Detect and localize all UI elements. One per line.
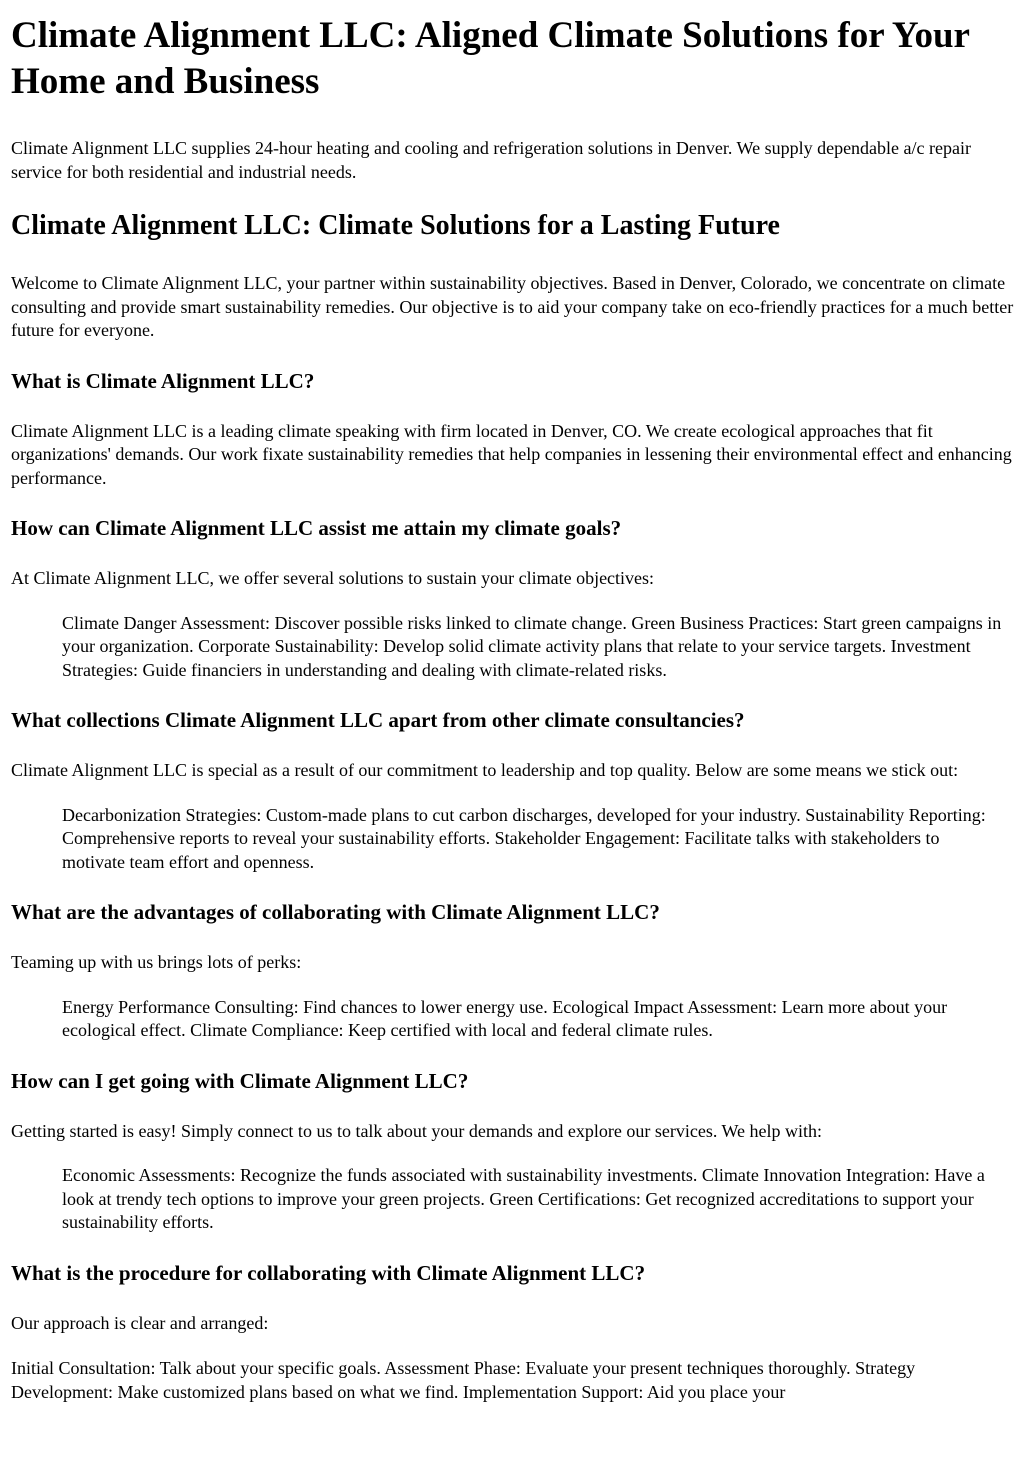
- section-paragraph-get-going: Getting started is easy! Simply connect to us to talk about your demands and explore our services. We help with:: [11, 1120, 823, 1141]
- procedure-steps-paragraph: Initial Consultation: Talk about your specific goals. Assessment Phase: Evaluate your present techniques thoroughly. Strategy Development: Make customized plans based on what we find. Implementation Support: Aid you place your: [11, 1358, 916, 1402]
- section-heading-advantages: What are the advantages of collaborating with Climate Alignment LLC?: [11, 900, 660, 924]
- article: [0, 13, 1024, 1404]
- section-heading-procedure: What is the procedure for collaborating with Climate Alignment LLC?: [11, 1260, 646, 1285]
- page-title: Climate Alignment LLC: Aligned Climate Solutions for Your Home and Business: [11, 15, 970, 102]
- section-heading-climate-goals: How can Climate Alignment LLC assist me attain my climate goals?: [11, 516, 622, 540]
- section-heading-what-is: What is Climate Alignment LLC?: [11, 368, 315, 393]
- differentiators-blockquote: Decarbonization Strategies: Custom-made plans to cut carbon discharges, developed for your industry. Sustainability Reporting: Comprehensive reports to reveal your sustainability efforts. Stakeholder Engagement: Facilitate talks with stakeholders to motivate team effort and openness.: [62, 804, 986, 872]
- section-paragraph-advantages: Teaming up with us brings lots of perks:: [11, 952, 302, 972]
- section-paragraph-apart: Climate Alignment LLC is special as a result of our commitment to leadership and top quality. Below are some means we stick out:: [11, 760, 959, 780]
- section-paragraph-what-is: Climate Alignment LLC is a leading climate speaking with firm located in Denver, CO. We create ecological approaches that fit organizations' demands. Our work fixate sustainability remedies that help companies in lessening their environmental effect and enhancing performance.: [11, 420, 1012, 488]
- section-heading-get-going: How can I get going with Climate Alignment LLC?: [11, 1068, 469, 1093]
- getting-started-blockquote: Economic Assessments: Recognize the funds associated with sustainability investments. Climate Innovation Integration: Have a look at trendy tech options to improve your green projects. Green Certifications: Get recognized accreditations to support your sustainability efforts.: [62, 1165, 985, 1232]
- services-blockquote: Climate Danger Assessment: Discover possible risks linked to climate change. Green Business Practices: Start green campaigns in your organization. Corporate Sustainability: Develop solid climate activity plans that relate to your service targets. Investment Strategies: Guide financiers in understanding and dealing with climate-related risks.: [62, 612, 1002, 680]
- section-paragraph-procedure: Our approach is clear and arranged:: [11, 1312, 269, 1333]
- section-heading-apart: What collections Climate Alignment LLC apart from other climate consultancies?: [11, 708, 745, 732]
- welcome-paragraph: Welcome to Climate Alignment LLC, your partner within sustainability objectives. Based in Denver, Colorado, we concentrate on climate consulting and provide smart sustainability remedies. Our objective is to aid your company take on eco-friendly practices for a much better future for everyone.: [11, 273, 1014, 340]
- section-title: Climate Alignment LLC: Climate Solutions for a Lasting Future: [11, 210, 780, 241]
- section-paragraph-climate-goals: At Climate Alignment LLC, we offer several solutions to sustain your climate objectives:: [11, 568, 655, 588]
- advantages-blockquote: Energy Performance Consulting: Find chances to lower energy use. Ecological Impact Assessment: Learn more about your ecological effect. Climate Compliance: Keep certified with local and federal climate rules.: [62, 996, 948, 1040]
- intro-paragraph: Climate Alignment LLC supplies 24-hour heating and cooling and refrigeration solutions in Denver. We supply dependable a/c repair service for both residential and industrial needs.: [11, 138, 971, 182]
